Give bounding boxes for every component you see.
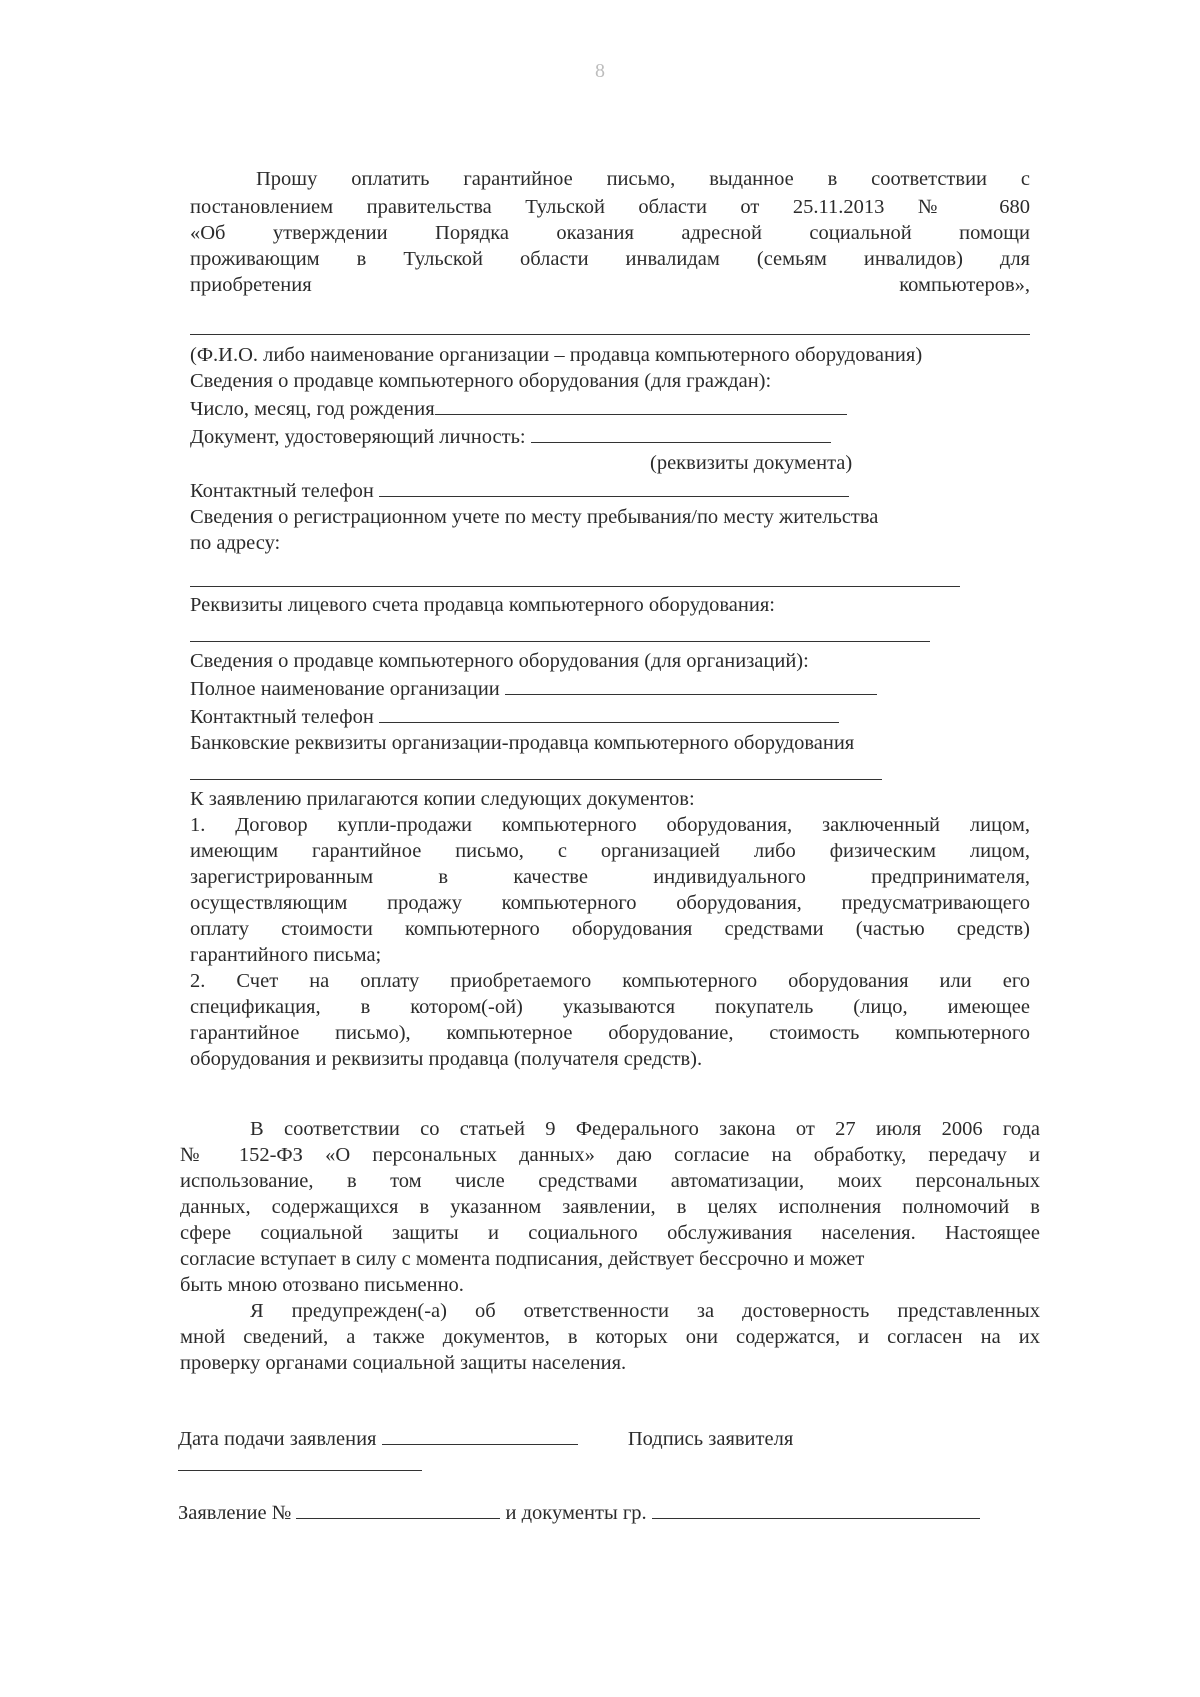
intro-body (190, 194, 1030, 298)
birth-row: Число, месяц, год рождения (190, 394, 1050, 422)
intro-line-4: проживающим в Тульской области инвалидам (семьям инвалидов) для (190, 248, 1030, 270)
attachments-header: К заявлению прилагаются копии следующих документов: (190, 788, 695, 810)
bank-field-line[interactable] (190, 779, 882, 780)
warning-body (180, 1324, 1040, 1376)
citizen-name-field[interactable] (652, 1498, 980, 1519)
signature-field-line[interactable] (178, 1470, 422, 1471)
documents-label: и документы гр. (505, 1502, 647, 1524)
consent-line-7: быть мною отозвано письменно. (180, 1274, 464, 1296)
application-number-field[interactable] (296, 1498, 500, 1519)
consent-line-2: № 152-ФЗ «О персональных данных» даю согласие на обработку, передачу и (180, 1144, 1040, 1166)
item2-line-3: гарантийное письмо), компьютерное оборудование, стоимость компьютерного (190, 1022, 1030, 1044)
registration-line-2: по адресу: (190, 532, 281, 554)
intro-line-5: приобретения компьютеров», (190, 274, 1030, 296)
org-name-field[interactable] (505, 674, 877, 695)
item1-line-4: осуществляющим продажу компьютерного оборудования, предусматривающего (190, 892, 1030, 914)
id-doc-row: Документ, удостоверяющий личность: (190, 422, 1050, 450)
item2-line-2: спецификация, в котором(-ой) указываются покупатель (лицо, имеющее (190, 996, 1030, 1018)
item1-line-2: имеющим гарантийное письмо, с организацией либо физическим лицом, (190, 840, 1030, 862)
fio-caption: (Ф.И.О. либо наименование организации – продавца компьютерного оборудования) (190, 344, 923, 366)
fio-field-line[interactable] (190, 334, 1030, 335)
consent-line-3: использование, в том числе средствами автоматизации, моих персональных (180, 1170, 1040, 1192)
consent-line-4: данных, содержащихся в указанном заявлении, в целях исполнения полномочий в (180, 1196, 1040, 1218)
phone-row: Контактный телефон (190, 476, 1050, 504)
org-name-row: Полное наименование организации (190, 674, 1050, 702)
consent-body (180, 1142, 1040, 1298)
item1-line-3: зарегистрированным в качестве индивидуального предпринимателя, (190, 866, 1030, 888)
citizens-header: Сведения о продавце компьютерного оборудования (для граждан): (190, 370, 772, 392)
date-field[interactable] (382, 1424, 578, 1445)
registration-line-1: Сведения о регистрационном учете по месту пребывания/по месту жительства (190, 506, 879, 528)
birth-field[interactable] (435, 394, 847, 415)
intro-line-1: Прошу оплатить гарантийное письмо, выданное в соответствии с (256, 168, 1030, 190)
registration-field-line[interactable] (190, 586, 960, 587)
consent-line-6: согласие вступает в силу с момента подписания, действует бессрочно и может (180, 1248, 865, 1270)
intro-line-3: «Об утверждении Порядка оказания адресной социальной помощи (190, 222, 1030, 244)
intro-line-2: постановлением правительства Тульской области от 25.11.2013 № 680 (190, 196, 1030, 218)
signature-label: Подпись заявителя (627, 1428, 794, 1450)
warning-line-1: Я предупрежден(-а) об ответственности за достоверность представленных (250, 1300, 1040, 1322)
consent-line-1: В соответствии со статьей 9 Федерального закона от 27 июля 2006 года (250, 1118, 1040, 1140)
page-number: 8 (595, 60, 605, 82)
id-doc-caption: (реквизиты документа) (650, 452, 853, 474)
phone-field[interactable] (379, 476, 849, 497)
warning-line-3: проверку органами социальной защиты населения. (180, 1352, 627, 1374)
application-row (178, 1498, 1058, 1526)
warning-line-2: мной сведений, а также документов, в которых они содержатся, и согласен на их (180, 1326, 1040, 1348)
item1-line-5: оплату стоимости компьютерного оборудования средствами (частью средств) (190, 918, 1030, 940)
item2-line-1: 2. Счет на оплату приобретаемого компьютерного оборудования или его (190, 970, 1030, 992)
application-label: Заявление № (178, 1502, 292, 1524)
bank-label: Банковские реквизиты организации-продавца компьютерного оборудования (190, 732, 855, 754)
item2-line-4: оборудования и реквизиты продавца (получателя средств). (190, 1048, 703, 1070)
account-field-line[interactable] (190, 641, 930, 642)
org-block (190, 648, 1050, 756)
seller-block (190, 342, 1050, 556)
id-doc-field[interactable] (531, 422, 831, 443)
attachments-block (190, 786, 1030, 1072)
date-signature-row (178, 1424, 1038, 1452)
date-label: Дата подачи заявления (178, 1428, 377, 1450)
item1-line-6: гарантийного письма; (190, 944, 382, 966)
item1-line-1: 1. Договор купли-продажи компьютерного оборудования, заключенный лицом, (190, 814, 1030, 836)
org-phone-field[interactable] (379, 702, 839, 723)
account-label: Реквизиты лицевого счета продавца компьютерного оборудования: (190, 594, 775, 616)
org-header: Сведения о продавце компьютерного оборудования (для организаций): (190, 650, 809, 672)
org-phone-row: Контактный телефон (190, 702, 1050, 730)
consent-line-5: сфере социальной защиты и социального обслуживания населения. Настоящее (180, 1222, 1040, 1244)
